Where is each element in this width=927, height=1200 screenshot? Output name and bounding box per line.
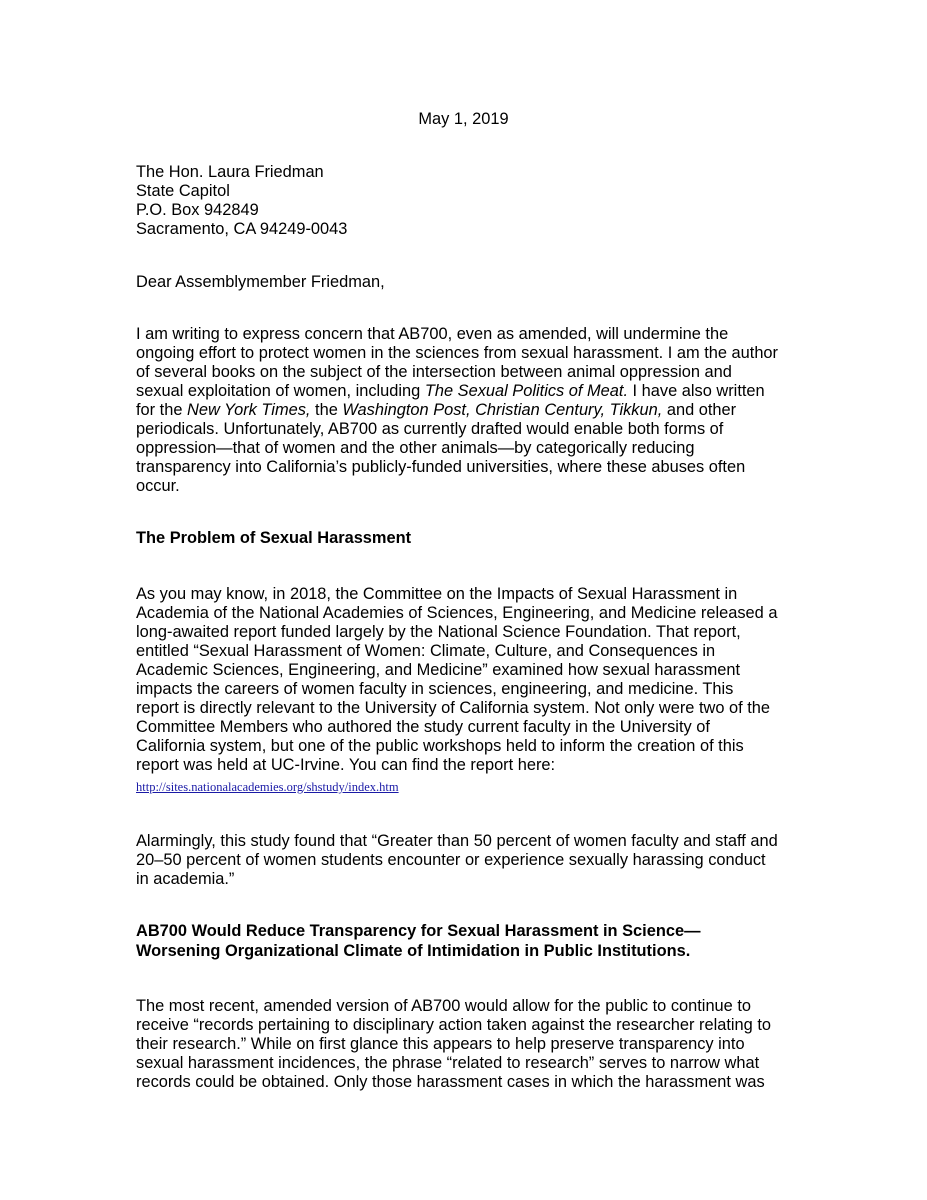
paragraph-line bbox=[136, 381, 765, 401]
heading-line: AB700 Would Reduce Transparency for Sexual Harassment in Science— bbox=[136, 922, 701, 940]
paragraph-line: in academia.” bbox=[136, 870, 235, 888]
paragraph-line: occur. bbox=[136, 477, 180, 495]
paragraph-line: impacts the careers of women faculty in sciences, engineering, and medicine. This bbox=[136, 680, 734, 698]
book-title: The Sexual Politics of Meat. bbox=[424, 382, 628, 400]
paragraph-line: I am writing to express concern that AB700, even as amended, will undermine the bbox=[136, 325, 729, 343]
salutation: Dear Assemblymember Friedman, bbox=[136, 273, 385, 291]
text-run: I have also written bbox=[628, 382, 765, 400]
paragraph-line: Alarmingly, this study found that “Greater than 50 percent of women faculty and staff and bbox=[136, 832, 778, 850]
text-run: the bbox=[310, 401, 343, 419]
report-link[interactable]: http://sites.nationalacademies.org/shstudy/index.htm bbox=[136, 780, 399, 794]
paragraph-line: report is directly relevant to the University of California system. Not only were two of the bbox=[136, 699, 771, 717]
paragraph-line: 20–50 percent of women students encounter or experience sexually harassing conduct bbox=[136, 851, 766, 869]
paragraph-line: transparency into California’s publicly-funded universities, where these abuses often bbox=[136, 458, 746, 476]
text-run: sexual exploitation of women, including bbox=[136, 382, 425, 400]
text-run: for the bbox=[136, 401, 188, 419]
address-line: Sacramento, CA 94249-0043 bbox=[136, 220, 348, 238]
publication-names: Washington Post, Christian Century, Tikkun, bbox=[342, 401, 663, 419]
paragraph-line: sexual harassment incidences, the phrase “related to research” serves to narrow what bbox=[136, 1054, 760, 1072]
letter-date: May 1, 2019 bbox=[418, 110, 509, 128]
paragraph-line: oppression—that of women and the other animals—by categorically reducing bbox=[136, 439, 695, 457]
address-line: The Hon. Laura Friedman bbox=[136, 163, 324, 181]
paragraph-line: ongoing effort to protect women in the sciences from sexual harassment. I am the author bbox=[136, 344, 779, 362]
text-run: and other bbox=[662, 401, 737, 419]
paragraph-line: California system, but one of the public workshops held to inform the creation of this bbox=[136, 737, 744, 755]
publication-name: New York Times, bbox=[187, 401, 311, 419]
address-line: P.O. Box 942849 bbox=[136, 201, 259, 219]
paragraph-line: records could be obtained. Only those harassment cases in which the harassment was bbox=[136, 1073, 765, 1091]
paragraph-line: As you may know, in 2018, the Committee on the Impacts of Sexual Harassment in bbox=[136, 585, 738, 603]
paragraph-line: of several books on the subject of the intersection between animal oppression and bbox=[136, 363, 732, 381]
paragraph-line: entitled “Sexual Harassment of Women: Climate, Culture, and Consequences in bbox=[136, 642, 716, 660]
paragraph-line: receive “records pertaining to disciplinary action taken against the researcher relating to bbox=[136, 1016, 772, 1034]
paragraph-line: long-awaited report funded largely by the National Science Foundation. That report, bbox=[136, 623, 741, 641]
heading-line: Worsening Organizational Climate of Intimidation in Public Institutions. bbox=[136, 942, 691, 960]
address-line: State Capitol bbox=[136, 182, 230, 200]
section-heading: The Problem of Sexual Harassment bbox=[136, 529, 412, 547]
paragraph-line: report was held at UC-Irvine. You can find the report here: bbox=[136, 756, 556, 774]
paragraph-line: Academic Sciences, Engineering, and Medicine” examined how sexual harassment bbox=[136, 661, 741, 679]
paragraph-line: periodicals. Unfortunately, AB700 as currently drafted would enable both forms of bbox=[136, 420, 724, 438]
paragraph-line bbox=[136, 400, 736, 420]
paragraph-line: their research.” While on first glance this appears to help preserve transparency into bbox=[136, 1035, 745, 1053]
paragraph-line: The most recent, amended version of AB700 would allow for the public to continue to bbox=[136, 997, 752, 1015]
paragraph-line: Committee Members who authored the study current faculty in the University of bbox=[136, 718, 710, 736]
paragraph-line: Academia of the National Academies of Sciences, Engineering, and Medicine released a bbox=[136, 604, 778, 622]
